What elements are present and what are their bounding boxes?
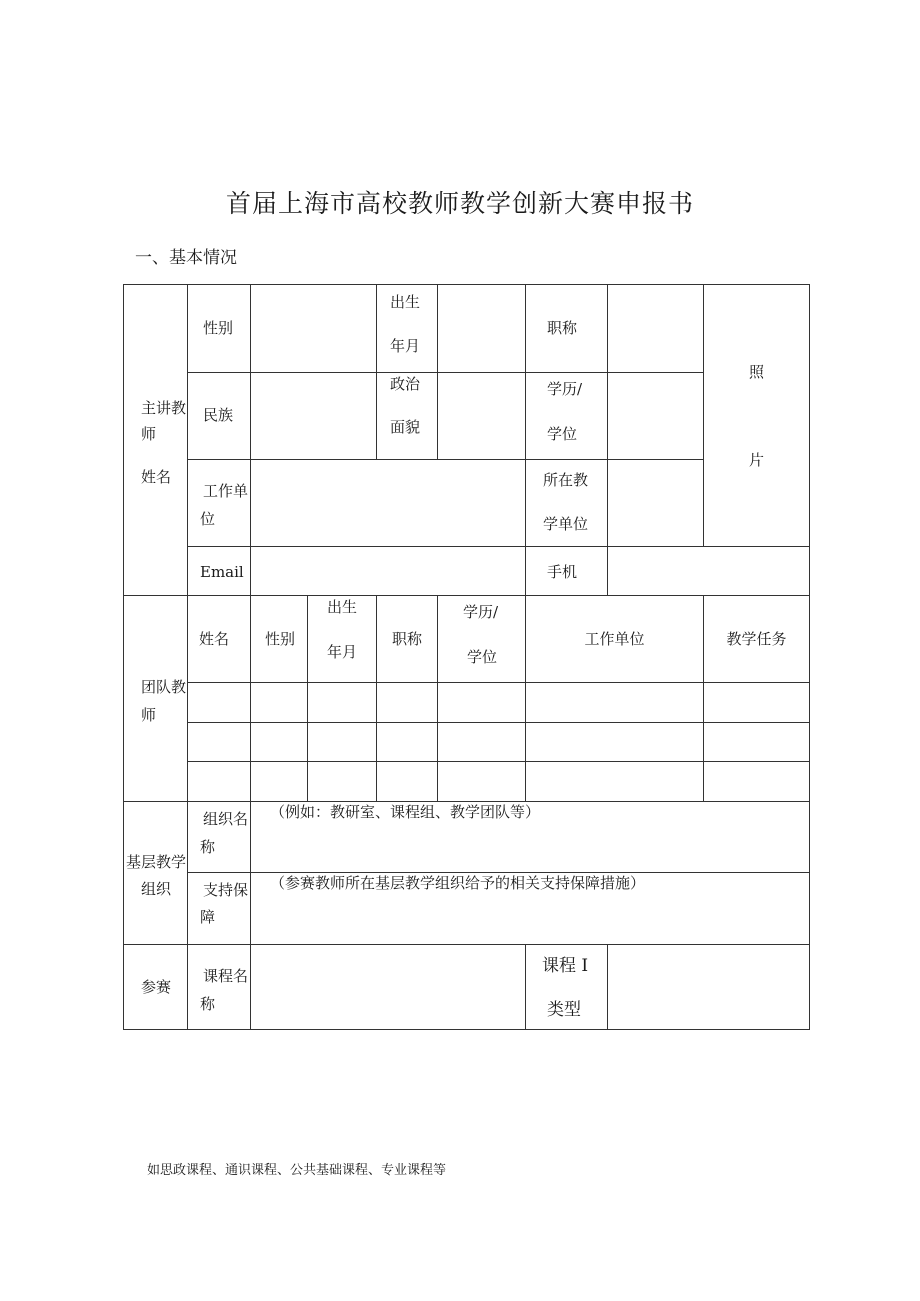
political-value-cell[interactable]: [437, 372, 525, 459]
ethnicity-value-cell[interactable]: [250, 372, 376, 459]
org-name-label-line1: 组织名: [203, 810, 249, 828]
main-teacher-label-3: 姓名: [141, 468, 172, 486]
org-name-hint: （例如：教研室、课程组、教学团队等）: [270, 803, 541, 821]
team-cell-title[interactable]: [376, 722, 437, 761]
org-name-label-cell: [187, 801, 250, 872]
title-label-cell: [525, 284, 607, 372]
main-teacher-label-1: 主讲教: [141, 399, 187, 417]
footnote: 如思政课程、通识课程、公共基础课程、专业课程等: [147, 1163, 447, 1178]
teaching-unit-label-line1: 所在教: [543, 471, 589, 489]
team-header-task-label: 教学任务: [726, 630, 787, 648]
team-header-education-line1: 学历/: [463, 603, 499, 621]
ethnicity-label-cell: [187, 372, 250, 459]
team-header-birth-line1: 出生: [327, 598, 358, 616]
gender-label: 性别: [203, 319, 234, 337]
team-cell-education[interactable]: [437, 761, 525, 801]
birth-label-line2: 年月: [390, 337, 421, 355]
teaching-unit-value-cell[interactable]: [607, 459, 703, 546]
political-label-line2: 面貌: [390, 418, 421, 436]
org-label-line2: 组织: [141, 880, 172, 898]
birth-label-cell: [376, 284, 437, 372]
team-header-education: [437, 595, 525, 682]
team-header-education-line2: 学位: [467, 648, 498, 666]
email-label-cell: [187, 546, 250, 595]
title-label: 职称: [547, 319, 578, 337]
photo-label-line1: 照: [749, 363, 765, 381]
teaching-unit-label-cell: [525, 459, 607, 546]
team-cell-task[interactable]: [703, 761, 810, 801]
org-support-hint: （参赛教师所在基层教学组织给予的相关支持保障措施）: [270, 874, 646, 892]
ethnicity-label: 民族: [203, 406, 234, 424]
course-name-label-line2: 称: [200, 995, 216, 1013]
gender-label-cell: [187, 284, 250, 372]
course-type-label-line1: 课程 I: [542, 956, 589, 976]
birth-value-cell[interactable]: [437, 284, 525, 372]
workplace-label-line1: 工作单: [203, 482, 249, 500]
team-header-task: [703, 595, 810, 682]
team-header-workplace: [525, 595, 703, 682]
team-cell-gender[interactable]: [250, 722, 307, 761]
team-header-title: [376, 595, 437, 682]
team-group-cell: [123, 595, 187, 801]
political-label-cell: [376, 372, 437, 459]
team-header-birth-line2: 年月: [327, 643, 358, 661]
team-label-line2: 师: [141, 706, 157, 724]
course-type-label-cell: [525, 944, 607, 1030]
org-group-cell: [123, 801, 187, 944]
main-teacher-group-cell: [123, 284, 187, 595]
phone-label-cell: [525, 546, 607, 595]
course-name-label-line1: 课程名: [203, 967, 249, 985]
email-value-cell[interactable]: [250, 546, 525, 595]
main-teacher-label-2: 师: [141, 425, 157, 443]
form-title: 首届上海市高校教师教学创新大赛申报书: [225, 189, 694, 218]
entry-group-cell: [123, 944, 187, 1030]
org-label-line1: 基层教学: [126, 853, 187, 871]
team-cell-title[interactable]: [376, 682, 437, 722]
phone-label: 手机: [547, 563, 578, 581]
course-name-label-cell: [187, 944, 250, 1030]
title-value-cell[interactable]: [607, 284, 703, 372]
team-cell-gender[interactable]: [250, 761, 307, 801]
team-cell-birth[interactable]: [307, 682, 376, 722]
org-support-label-line1: 支持保: [203, 881, 249, 899]
education-label-cell: [525, 372, 607, 459]
photo-label-line2: 片: [749, 451, 765, 469]
team-cell-workplace[interactable]: [525, 722, 703, 761]
workplace-label-cell: [187, 459, 250, 546]
team-cell-task[interactable]: [703, 682, 810, 722]
education-value-cell[interactable]: [607, 372, 703, 459]
entry-label: 参赛: [141, 978, 172, 996]
education-label-line2: 学位: [547, 425, 578, 443]
team-header-name-label: 姓名: [199, 630, 230, 648]
team-header-workplace-label: 工作单位: [584, 630, 645, 648]
section-heading: 一、基本情况: [135, 248, 237, 268]
team-cell-workplace[interactable]: [525, 682, 703, 722]
team-cell-education[interactable]: [437, 682, 525, 722]
team-header-birth: [307, 595, 376, 682]
course-type-value-cell[interactable]: [607, 944, 810, 1030]
team-header-title-label: 职称: [392, 630, 423, 648]
team-cell-gender[interactable]: [250, 682, 307, 722]
team-cell-title[interactable]: [376, 761, 437, 801]
team-cell-education[interactable]: [437, 722, 525, 761]
team-cell-task[interactable]: [703, 722, 810, 761]
org-name-value-cell[interactable]: [250, 801, 810, 872]
org-support-label-cell: [187, 872, 250, 944]
email-label: Email: [200, 563, 244, 581]
org-support-value-cell[interactable]: [250, 872, 810, 944]
team-header-name: [187, 595, 250, 682]
team-cell-birth[interactable]: [307, 722, 376, 761]
org-name-label-line2: 称: [200, 838, 216, 856]
team-cell-name[interactable]: [187, 722, 250, 761]
workplace-label-line2: 位: [200, 510, 216, 528]
education-label-line1: 学历/: [547, 380, 583, 398]
workplace-value-cell[interactable]: [250, 459, 525, 546]
team-label-line1: 团队教: [141, 678, 187, 696]
team-cell-name[interactable]: [187, 682, 250, 722]
team-header-gender-label: 性别: [265, 630, 296, 648]
team-header-gender: [250, 595, 307, 682]
course-type-label-line2: 类型: [547, 1000, 581, 1020]
gender-value-cell[interactable]: [250, 284, 376, 372]
application-form-table: [123, 284, 810, 1030]
teaching-unit-label-line2: 学单位: [543, 515, 589, 533]
course-name-value-cell[interactable]: [250, 944, 525, 1030]
political-label-line1: 政治: [390, 375, 421, 393]
team-cell-name[interactable]: [187, 761, 250, 801]
org-support-label-line2: 障: [200, 908, 216, 926]
photo-cell[interactable]: [703, 284, 810, 546]
birth-label-line1: 出生: [390, 293, 421, 311]
team-cell-birth[interactable]: [307, 761, 376, 801]
team-cell-workplace[interactable]: [525, 761, 703, 801]
phone-value-cell[interactable]: [607, 546, 810, 595]
